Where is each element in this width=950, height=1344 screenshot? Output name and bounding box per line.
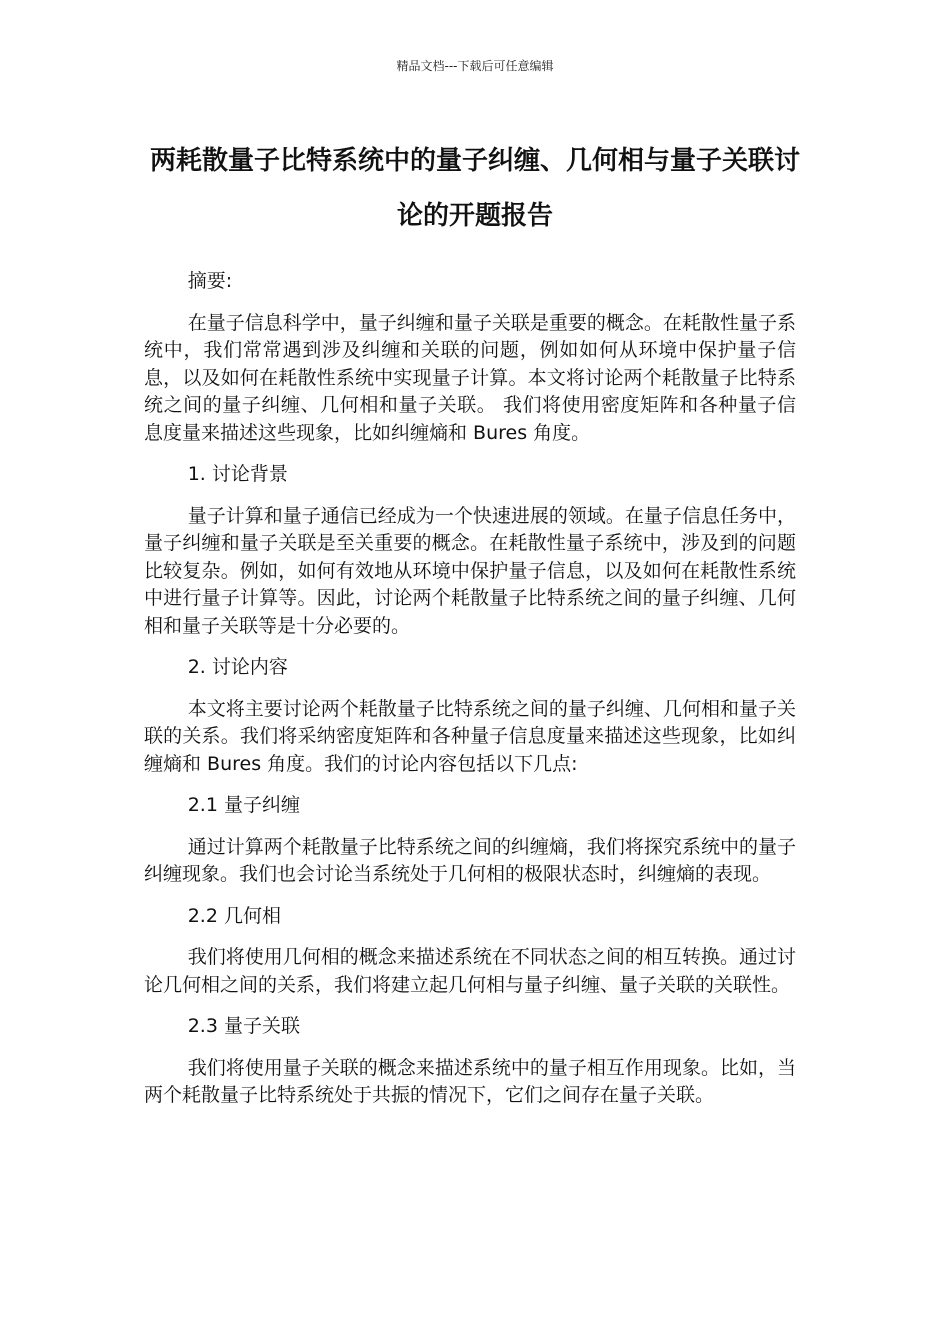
section-heading-background: 1. 讨论背景: [187, 463, 288, 485]
abstract-label: 摘要:: [187, 270, 233, 292]
background-paragraph: 量子计算和量子通信已经成为一个快速进展的领域。在量子信息任务中，量子纠缠和量子关联是至关重要的概念。在耗散性量子系统中，涉及到的问题比较复杂。例如，如何有效地从环境中保护量子信息，以及如何在耗散性系统中进行量子计算等。因此，讨论两个耗散量子比特系统之间的量子纠缠、几何相和量子关联等是十分必要的。: [144, 504, 796, 637]
document-body: [144, 268, 796, 1124]
subsection-heading-correlation: 2.3 量子关联: [187, 1015, 300, 1037]
content-paragraph: 本文将主要讨论两个耗散量子比特系统之间的量子纠缠、几何相和量子关联的关系。我们将采纳密度矩阵和各种量子信息度量来描述这些现象，比如纠缠熵和 Bures 角度。我们的讨论内容包括以下几点:: [144, 697, 796, 775]
subsection-heading-entanglement: 2.1 量子纠缠: [187, 794, 300, 816]
geometric-phase-paragraph: 我们将使用几何相的概念来描述系统在不同状态之间的相互转换。通过讨论几何相之间的关系，我们将建立起几何相与量子纠缠、量子关联的关联性。: [144, 946, 796, 996]
section-heading-content: 2. 讨论内容: [187, 656, 288, 678]
subsection-heading-geometric-phase: 2.2 几何相: [187, 904, 281, 927]
document-title: 两耗散量子比特系统中的量子纠缠、几何相与量子关联讨论的开题报告: [149, 146, 800, 231]
correlation-paragraph: 我们将使用量子关联的概念来描述系统中的量子相互作用现象。比如，当两个耗散量子比特系统处于共振的情况下，它们之间存在量子关联。: [144, 1056, 796, 1106]
page-header: 精品文档---下载后可任意编辑: [396, 59, 554, 73]
abstract-paragraph: 在量子信息科学中，量子纠缠和量子关联是重要的概念。在耗散性量子系统中，我们常常遇到涉及纠缠和关联的问题，例如如何从环境中保护量子信息，以及如何在耗散性系统中实现量子计算。本文将讨论两个耗散量子比特系统之间的量子纠缠、几何相和量子关联。 我们将使用密度矩阵和各种量子信息度量来描述这些现象，比如纠缠熵和 Bures 角度。: [144, 311, 796, 444]
entanglement-paragraph: 通过计算两个耗散量子比特系统之间的纠缠熵，我们将探究系统中的量子纠缠现象。我们也会讨论当系统处于几何相的极限状态时，纠缠熵的表现。: [144, 835, 796, 885]
